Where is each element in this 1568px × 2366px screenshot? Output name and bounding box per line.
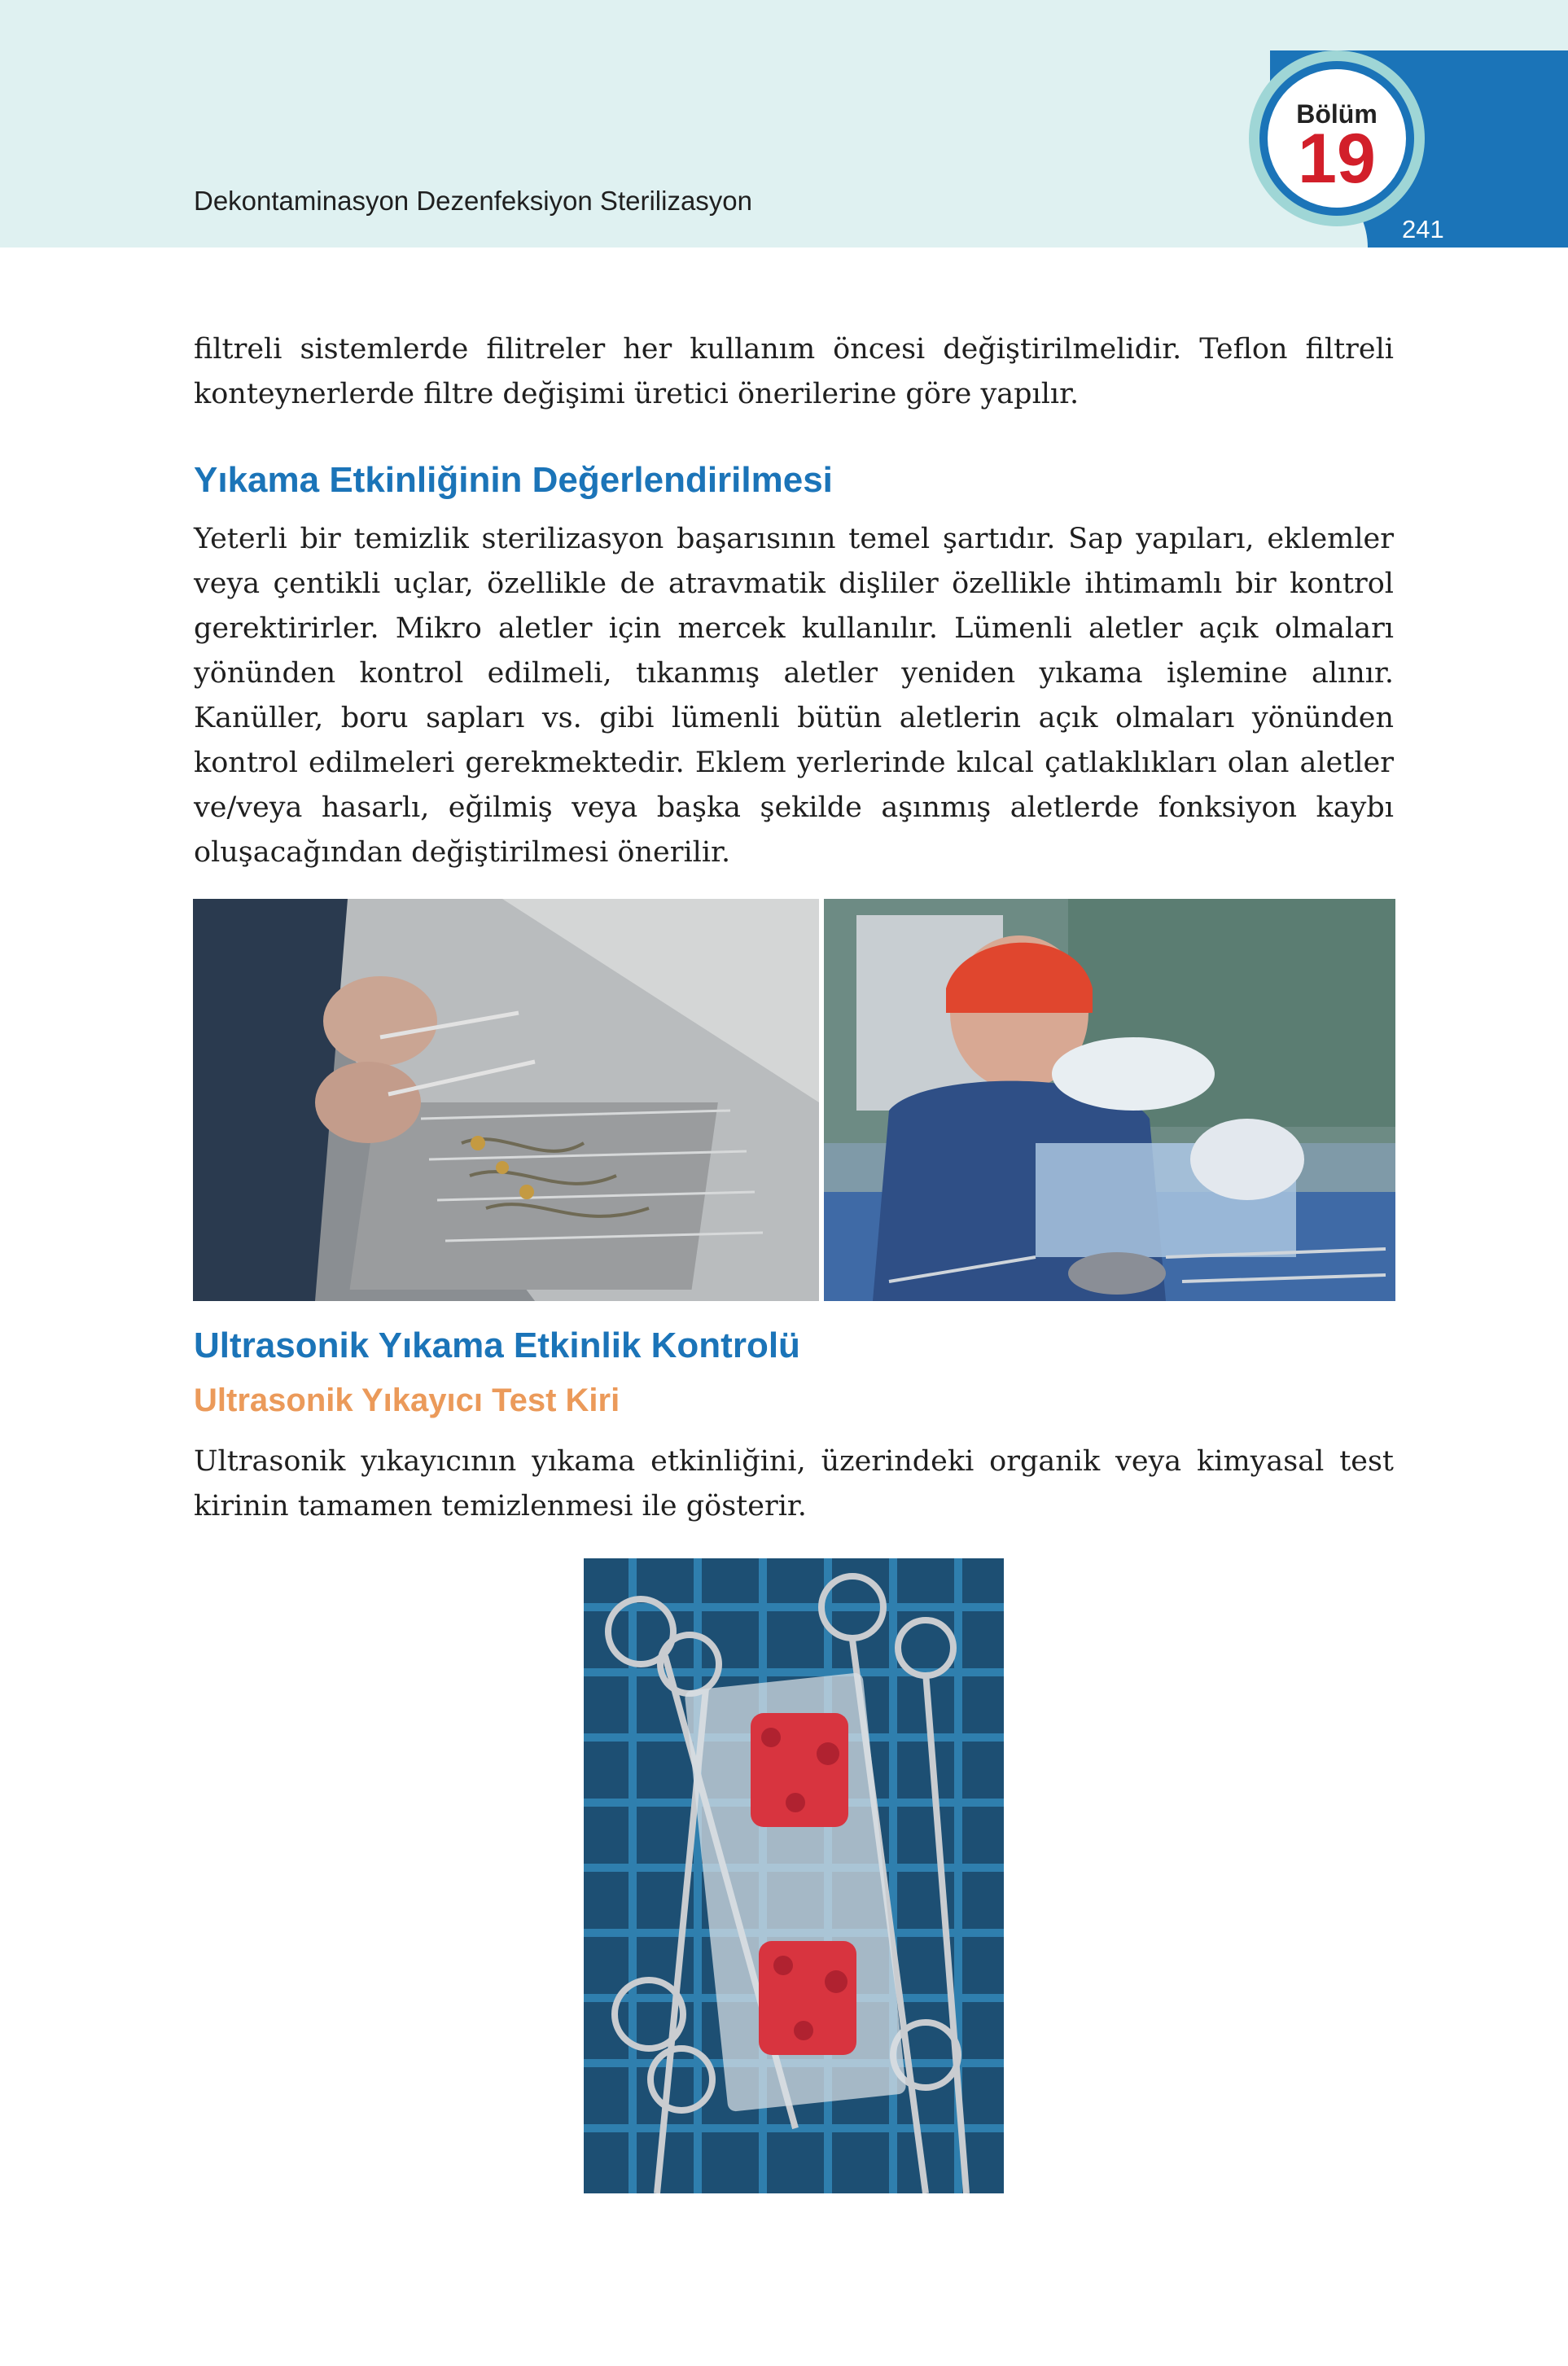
photo-ultrasonic-test-soil bbox=[584, 1558, 1004, 2193]
chapter-label: Bölüm bbox=[1296, 99, 1377, 129]
page-number: 241 bbox=[1402, 215, 1444, 243]
photo-instrument-inspection bbox=[193, 899, 819, 1301]
section-heading-ultrasonic-control: Ultrasonik Yıkama Etkinlik Kontrolü bbox=[194, 1325, 800, 1365]
section-paragraph-ultrasonic: Ultrasonik yıkayıcının yıkama etkinliğini, üzerindeki organik veya kimyasal test kirinin tamamen temizlenmesi ile gösterir. bbox=[194, 1445, 1394, 1523]
section-heading-washing-efficiency: Yıkama Etkinliğinin Değerlendirilmesi bbox=[194, 460, 833, 500]
subheading-ultrasonic-test-soil: Ultrasonik Yıkayıcı Test Kiri bbox=[194, 1382, 620, 1418]
running-title: Dekontaminasyon Dezenfeksiyon Sterilizasyon bbox=[194, 186, 753, 216]
intro-paragraph: filtreli sistemlerde filitreler her kullanım öncesi değiştirilmelidir. Teflon filtreli konteynerlerde filtre değişimi üretici önerilerine göre yapılır. bbox=[194, 333, 1394, 410]
chapter-number: 19 bbox=[1298, 120, 1376, 198]
photo-magnifier-lamp-inspection bbox=[824, 899, 1395, 1301]
section-paragraph-washing-efficiency: Yeterli bir temizlik sterilizasyon başarısının temel şartıdır. Sap yapıları, eklemler veya çentikli uçlar, özellikle de atravmatik dişliler özellikle ihtimamlı bir kontrol gerektirirler. Mikro aletler için mercek kullanılır. Lümenli aletler açık olmaları yönünden kontrol edilmeli, tıkanmış aletler yeniden yıkama işlemine alınır. Kanüller, boru sapları vs. gibi lümenli bütün aletlerin açık olmaları yönünden kontrol edilmeleri gerekmektedir. Eklem yerlerinde kılcal çatlaklıkları olan aletler ve/veya hasarlı, eğilmiş veya başka şekilde aşınmış aletlerde fonksiyon kaybı oluşacağından değiştirilmesi önerilir. bbox=[194, 523, 1394, 869]
